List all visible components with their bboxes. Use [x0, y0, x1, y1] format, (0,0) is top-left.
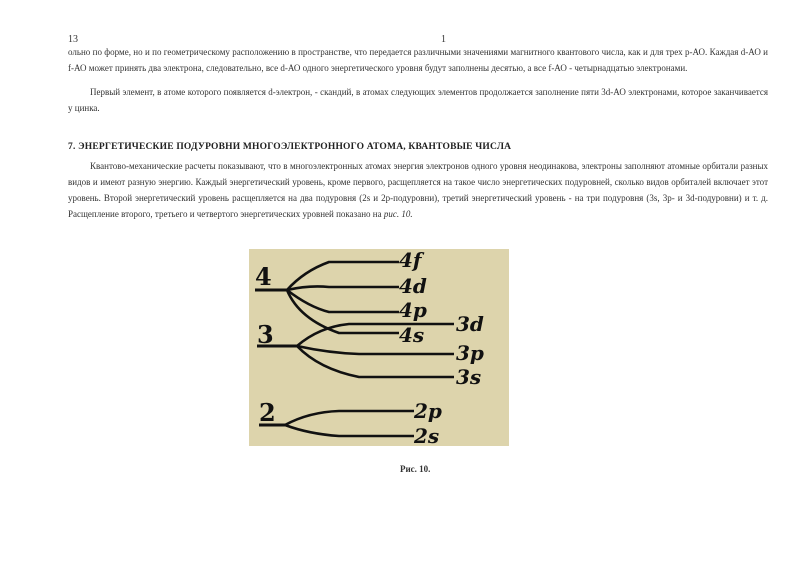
paragraph-2: Первый элемент, в атоме которого появляется d-электрон, - скандий, в атомах следующих элементов продолжается заполнение пяти 3d-АО электронами, которое заканчивается у цинка. — [68, 87, 768, 113]
sublevel-label-2p: 2p — [414, 399, 442, 423]
page-number-left: 13 — [68, 34, 78, 45]
sublevel-label-4s: 4s — [399, 323, 425, 347]
sublevel-label-2s: 2s — [414, 424, 440, 446]
sublevel-4p-line — [287, 290, 399, 312]
energy-sublevels-figure — [249, 249, 509, 446]
sublevel-4d-line — [287, 286, 399, 290]
energy-sublevels-diagram — [249, 249, 509, 446]
sublevel-3d-line — [297, 324, 454, 346]
sublevel-label-4p: 4p — [399, 298, 427, 322]
page-number-center: 1 — [441, 34, 446, 45]
level-2-label: 2 — [259, 398, 276, 427]
section-heading: 7. ЭНЕРГЕТИЧЕСКИЕ ПОДУРОВНИ МНОГОЭЛЕКТРОННОГО АТОМА, КВАНТОВЫЕ ЧИСЛА — [68, 142, 512, 152]
sublevel-2s-line — [285, 425, 414, 436]
sublevel-label-3d: 3d — [456, 312, 484, 336]
paragraph-1: ольно по форме, но и по геометрическому расположению в пространстве, что передается различными значениями магнитного квантового числа, как и для трех p-АО. Каждая d-АО и f-АО может принять два электрона, следовательно, все d-АО одного энергетического уровня будут заполнены десятью, а все f-АО - четырнадцатью электронами. — [68, 47, 768, 73]
level-4-label: 4 — [255, 262, 272, 291]
sublevel-3p-line — [297, 346, 454, 354]
figure-caption: Рис. 10. — [400, 464, 431, 474]
figure-reference-link: рис. 10. — [383, 209, 413, 219]
paragraph-3-text: Квантово-механические расчеты показывают, что в многоэлектронных атомах энергия электронов одного уровня неодинакова, электроны заполняют атомные орбитали разных видов и имеют разную энергию. Каждый энергетический уровень, кроме первого, расщепляется на такое число энергетических подуровней, сколько видов орбиталей включает этот уровень. Второй энергетический уровень расщепляется на два подуровня (2s и 2p-подуровни), третий энергетический уровень - на три подуровня (3s, 3p- и 3d-подуровни) и т. д. Расщепление второго, третьего и четвертого энергетических уровней показано на — [68, 161, 768, 219]
sublevel-2p-line — [285, 411, 414, 425]
level-3-label: 3 — [257, 320, 274, 349]
sublevel-label-3p: 3p — [456, 341, 484, 365]
sublevel-label-4f: 4f — [399, 249, 422, 272]
sublevel-label-4d: 4d — [399, 274, 427, 298]
paragraph-3 — [68, 158, 768, 222]
sublevel-label-3s: 3s — [456, 365, 482, 389]
